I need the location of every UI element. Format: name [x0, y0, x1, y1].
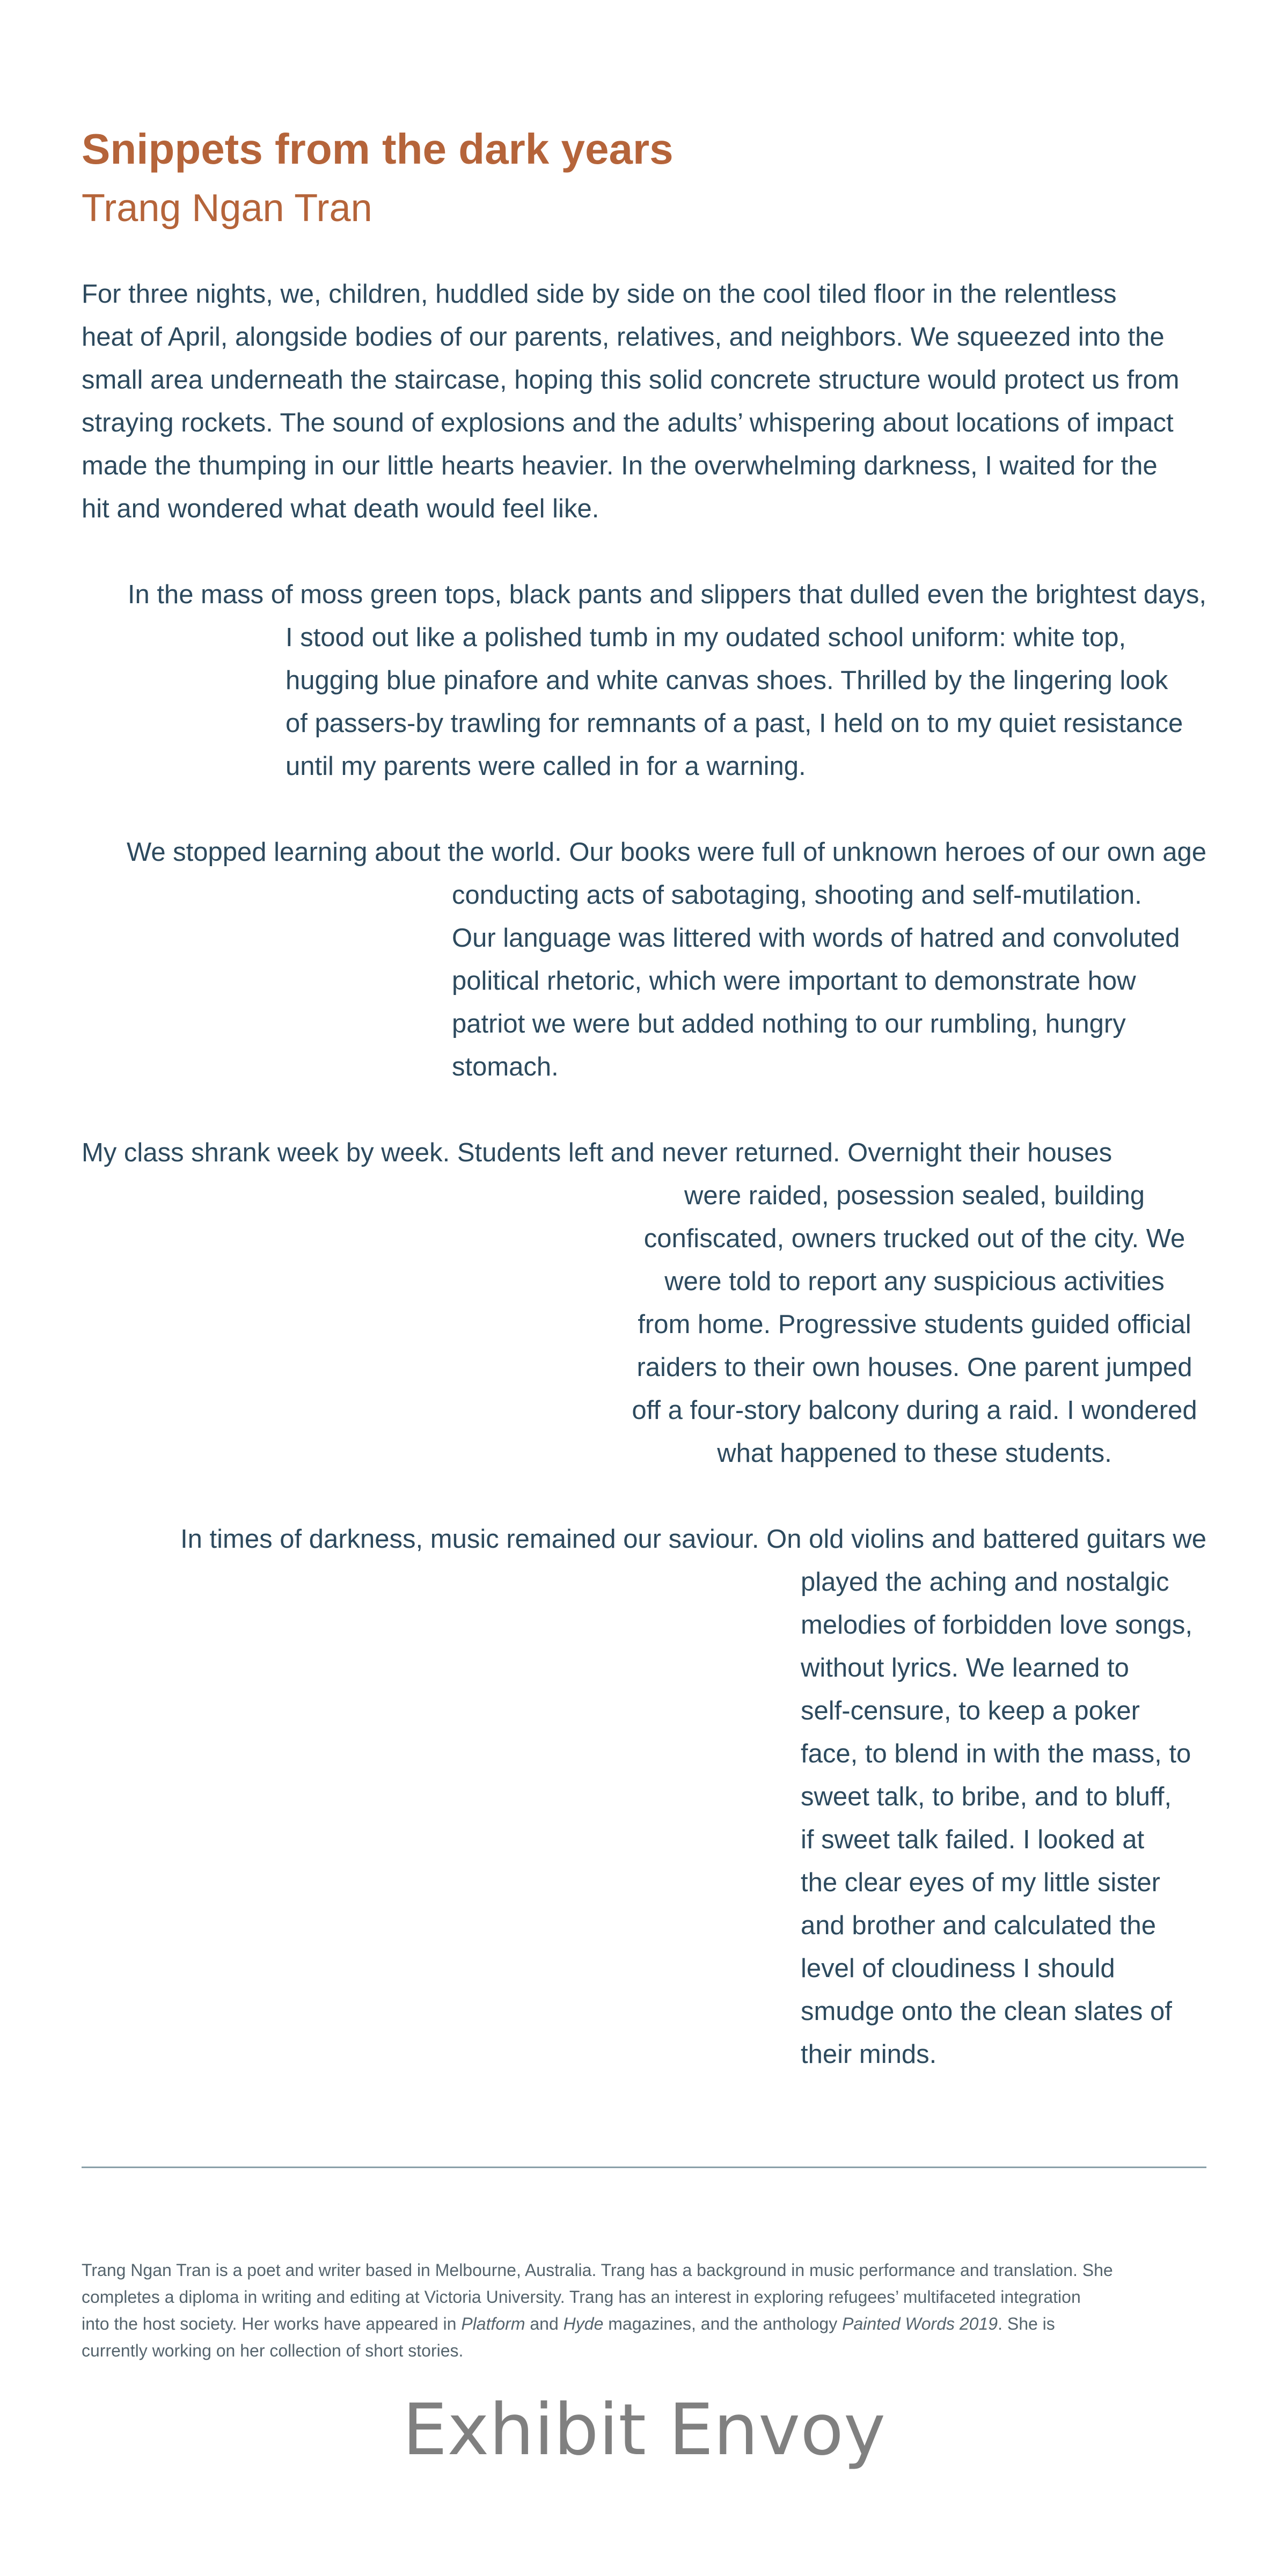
stanza-line: smudge onto the clean slates of [801, 1997, 1172, 2026]
section-divider [82, 2167, 1206, 2168]
stanza-line: We stopped learning about the world. Our books were full of unknown heroes of our own age [126, 838, 1206, 867]
bio-line: Trang Ngan Tran is a poet and writer based in Melbourne, Australia. Trang has a background in music performance and translation. She [82, 2260, 1113, 2280]
bio-line [82, 2310, 1206, 2337]
stanza-line: until my parents were called in for a warning. [286, 752, 806, 781]
stanza-line: played the aching and nostalgic [801, 1568, 1169, 1597]
bio-text: . She is [998, 2314, 1055, 2333]
stanza-line: conducting acts of sabotaging, shooting and self-mutilation. [452, 881, 1142, 910]
stanza-line: patriot we were but added nothing to our rumbling, hungry [452, 1009, 1126, 1038]
bio-text: into the host society. Her works have appeared in [82, 2314, 462, 2333]
stanza-line: self-censure, to keep a poker [801, 1696, 1140, 1725]
stanza-line: stomach. [452, 1052, 559, 1081]
stanza-line: were raided, posession sealed, building [684, 1181, 1145, 1210]
bio-line: completes a diploma in writing and editing at Victoria University. Trang has an interest in exploring refugees’ multifaceted integration [82, 2287, 1081, 2307]
bio-text: magazines, and the anthology [603, 2314, 843, 2333]
stanza-line: and brother and calculated the [801, 1911, 1156, 1940]
stanza-line: the clear eyes of my little sister [801, 1868, 1160, 1897]
author-name: Trang Ngan Tran [82, 187, 372, 230]
stanza-2 [82, 573, 1206, 788]
stanza-3 [82, 831, 1206, 1088]
stanza-line: raiders to their own houses. One parent jumped [636, 1353, 1192, 1382]
stanza-line: straying rockets. The sound of explosions and the adults’ whispering about locations of impact [82, 408, 1174, 437]
stanza-line: their minds. [801, 2040, 937, 2069]
publication-platform: Platform [461, 2314, 525, 2333]
stanza-line: hugging blue pinafore and white canvas shoes. Thrilled by the lingering look [286, 666, 1168, 695]
author-bio [82, 2257, 1206, 2364]
stanza-line: For three nights, we, children, huddled side by side on the cool tiled floor in the relentless [82, 280, 1117, 309]
stanza-line: face, to blend in with the mass, to [801, 1739, 1191, 1768]
stanza-line: I stood out like a polished tumb in my oudated school uniform: white top, [286, 623, 1126, 652]
stanza-line: confiscated, owners trucked out of the city. We [643, 1224, 1185, 1253]
stanza-line: sweet talk, to bribe, and to bluff, [801, 1782, 1172, 1811]
stanza-line: hit and wondered what death would feel like. [82, 494, 599, 523]
poem-title: Snippets from the dark years [82, 125, 674, 173]
stanza-line: In the mass of moss green tops, black pants and slippers that dulled even the brightest days, [127, 580, 1206, 609]
stanza-line: level of cloudiness I should [801, 1954, 1115, 1983]
stanza-line: heat of April, alongside bodies of our parents, relatives, and neighbors. We squeezed into the [82, 323, 1165, 352]
stanza-line: political rhetoric, which were important to demonstrate how [452, 967, 1136, 996]
bio-line: currently working on her collection of short stories. [82, 2341, 464, 2360]
stanza-1 [82, 273, 1206, 530]
stanza-line: off a four-story balcony during a raid. I wondered [632, 1396, 1197, 1425]
stanza-line: In times of darkness, music remained our saviour. On old violins and battered guitars we [180, 1525, 1206, 1554]
stanza-line: small area underneath the staircase, hoping this solid concrete structure would protect us from [82, 365, 1180, 394]
stanza-line: Our language was littered with words of hatred and convoluted [452, 924, 1180, 953]
stanza-4 [82, 1131, 1206, 1475]
stanza-line: made the thumping in our little hearts heavier. In the overwhelming darkness, I waited for the [82, 451, 1158, 480]
stanza-line: melodies of forbidden love songs, [801, 1611, 1192, 1640]
stanza-line: what happened to these students. [717, 1439, 1112, 1468]
stanza-line: if sweet talk failed. I looked at [801, 1825, 1145, 1854]
publication-hyde: Hyde [563, 2314, 604, 2333]
stanza-5 [82, 1518, 1206, 2076]
stanza-line: without lyrics. We learned to [801, 1653, 1129, 1682]
exhibit-envoy-logo: Exhibit Envoy [402, 2389, 886, 2471]
stanza-line: from home. Progressive students guided official [638, 1310, 1191, 1339]
stanza-line: My class shrank week by week. Students left and never returned. Overnight their houses [82, 1138, 1113, 1167]
publication-anthology: Painted Words 2019 [842, 2314, 998, 2333]
stanza-line: were told to report any suspicious activities [664, 1267, 1165, 1296]
bio-text: and [525, 2314, 564, 2333]
stanza-line: of passers-by trawling for remnants of a past, I held on to my quiet resistance [286, 709, 1183, 738]
